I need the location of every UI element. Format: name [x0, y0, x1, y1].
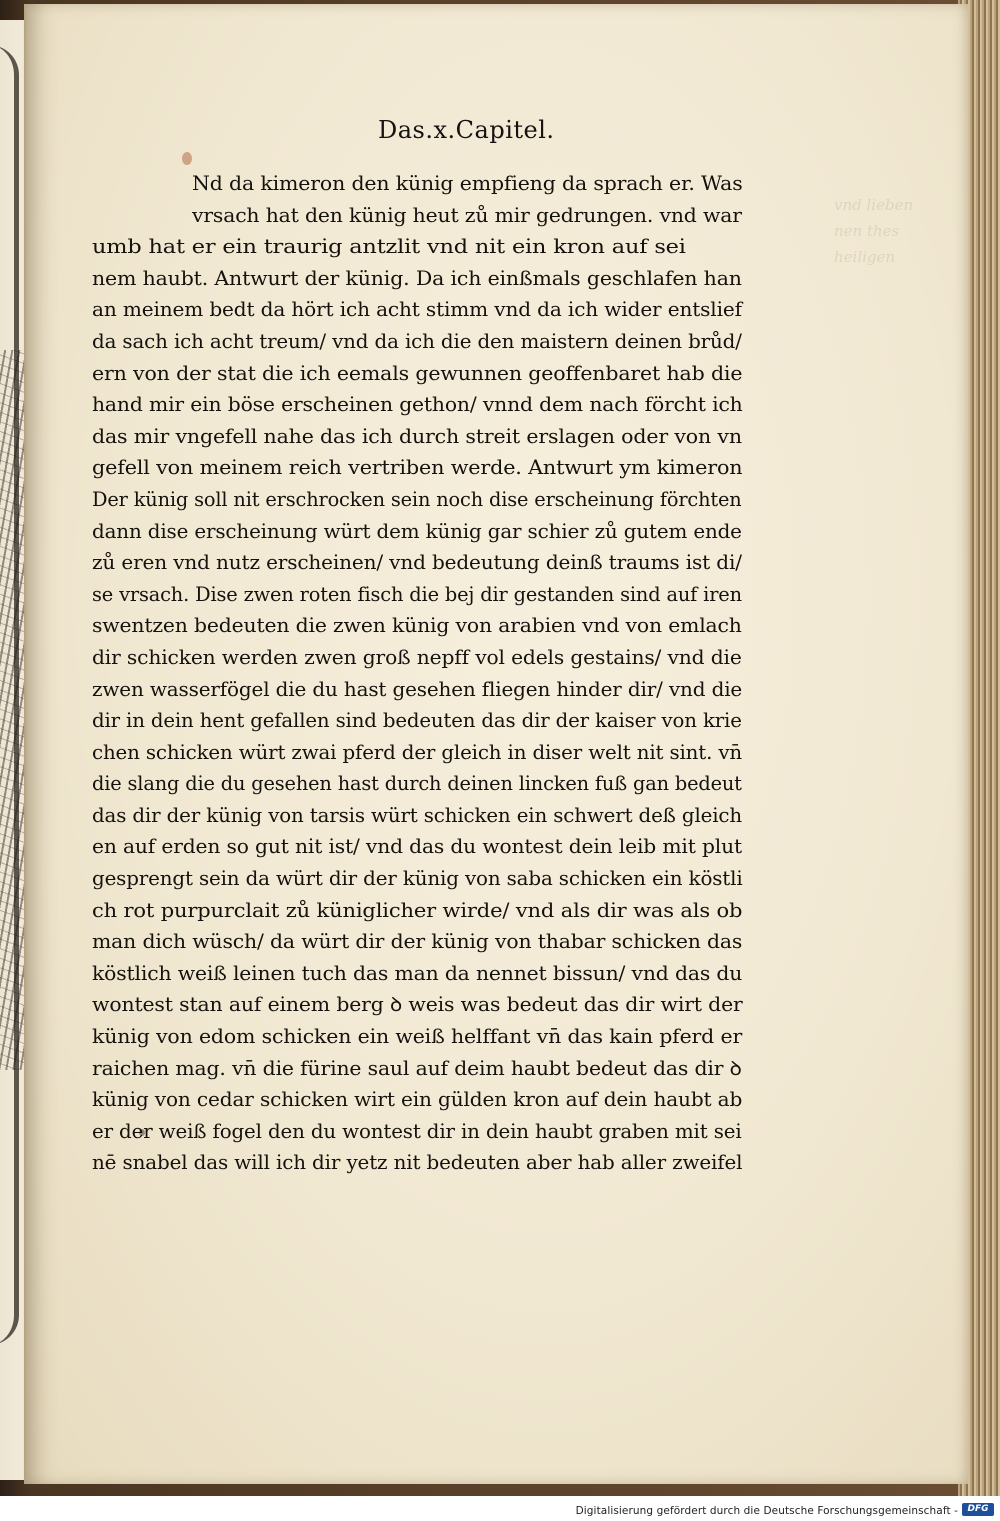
text-line: er der weiß fogel den du wontest dir in dein haubt graben mit sei — [92, 1119, 742, 1143]
text-line: dann dise erscheinung würt dem künig gar schier zů gutem ende — [92, 519, 742, 543]
body-text — [92, 168, 752, 1179]
text-line: vrsach hat den künig heut zů mir gedrungen. vnd war — [192, 203, 742, 227]
text-line: se vrsach. Dise zwen roten fisch die bej dir gestanden sind auf iren — [92, 582, 742, 606]
text-line: ch rot purpurclait zů küniglicher wirde/ vnd als dir was als ob — [92, 898, 743, 922]
text-line: dir in dein hent gefallen sind bedeuten das dir der kaiser von krie — [92, 709, 742, 733]
text-line: das mir vngefell nahe das ich durch streit erslagen oder von vn — [92, 424, 742, 448]
text-line: wontest stan auf einem berg ꝺ weis was bedeut das dir wirt der — [92, 993, 743, 1017]
text-line: an meinem bedt da hört ich acht stimm vnd da ich wider entslief — [92, 298, 742, 322]
text-line: chen schicken würt zwai pferd der gleich in diser welt nit sint. vn̄ — [92, 740, 743, 764]
text-line: köstlich weiß leinen tuch das man da nennet bissun/ vnd das du — [92, 961, 743, 985]
text-line: da sach ich acht treum/ vnd da ich die den maistern deinen brůd/ — [92, 329, 742, 353]
text-line: nē snabel das will ich dir yetz nit bedeuten aber hab aller zweifel — [92, 1151, 743, 1175]
text-line: umb hat er ein traurig antzlit vnd nit ein kron auf sei — [92, 235, 686, 259]
text-line: hand mir ein böse erscheinen gethon/ vnnd dem nach förcht ich — [92, 393, 743, 417]
text-line: gefell von meinem reich vertriben werde. Antwurt ym kimeron — [92, 456, 743, 480]
text-line: man dich wüsch/ da würt dir der künig von thabar schicken das — [92, 930, 743, 954]
page-curl-shadow — [0, 45, 19, 1345]
dfg-logo: DFG — [962, 1503, 994, 1516]
text-line: gesprengt sein da würt dir der künig von saba schicken ein köstli — [92, 867, 743, 891]
bleed-through-text: vnd lieben nen thes heiligen — [834, 196, 914, 266]
text-line: ern von der stat die ich eemals gewunnen geoffenbaret hab die — [92, 361, 743, 385]
text-line: zwen wasserfögel die du hast gesehen fliegen hinder dir/ vnd die — [92, 677, 743, 701]
text-line: künig von edom schicken ein weiß helffant vn̄ das kain pferd er — [92, 1025, 743, 1049]
text-line: swentzen bedeuten die zwen künig von arabien vnd von emlach — [92, 614, 742, 638]
text-line: raichen mag. vn̄ die fürine saul auf deim haubt bedeut das dir ꝺ — [92, 1056, 742, 1080]
text-line: das dir der künig von tarsis würt schicken ein schwert deß gleich — [92, 803, 743, 827]
text-line: Der künig soll nit erschrocken sein noch dise erscheinung förchten — [92, 487, 742, 511]
text-line: künig von cedar schicken wirt ein gülden kron auf dein haubt ab — [92, 1088, 743, 1112]
text-line: Nd da kimeron den künig empfieng da sprach er. Was — [192, 172, 743, 195]
text-line: die slang die du gesehen hast durch deinen lincken fuß gan bedeut — [92, 772, 742, 796]
text-line: nem haubt. Antwurt der künig. Da ich einßmals geschlafen han — [92, 266, 742, 290]
text-line: zů eren vnd nutz erscheinen/ vnd bedeutung deinß traums ist di/ — [92, 551, 742, 575]
chapter-heading: Das.x.Capitel. — [378, 116, 555, 144]
text-line: en auf erden so gut nit ist/ vnd das du wontest dein leib mit plut — [92, 835, 742, 859]
text-line: dir schicken werden zwen groß nepff vol edels gestains/ vnd die — [92, 645, 742, 669]
funding-credit: Digitalisierung gefördert durch die Deutsche Forschungsgemeinschaft - — [575, 1505, 958, 1517]
foxing-stain — [182, 152, 192, 165]
